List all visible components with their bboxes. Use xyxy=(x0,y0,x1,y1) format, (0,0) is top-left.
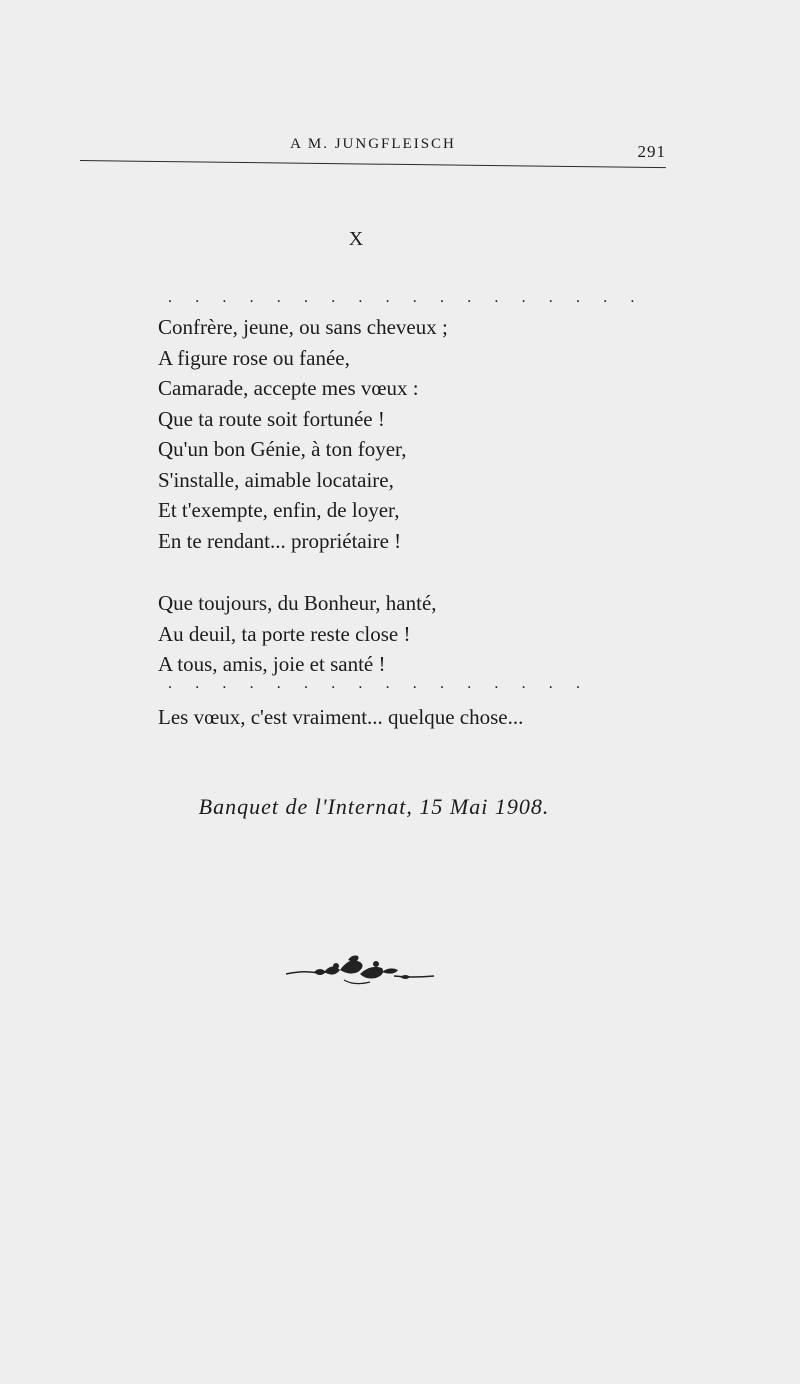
stanza-2 xyxy=(158,588,437,680)
page-number: 291 xyxy=(637,142,666,161)
verse-line: En te rendant... propriétaire ! xyxy=(158,528,402,553)
verse-line: A figure rose ou fanée, xyxy=(158,345,350,370)
running-title: A M. JUNGFLEISCH xyxy=(290,136,456,152)
section-number: X xyxy=(348,228,364,250)
verse-line: Camarade, accepte mes vœux : xyxy=(158,376,419,400)
ornament-icon xyxy=(284,952,436,992)
running-head xyxy=(80,132,666,162)
verse-line: Que ta route soit fortunée ! xyxy=(158,406,385,431)
ellipsis-row: . . . . . . . . . . . . . . . . xyxy=(168,675,590,692)
verse-line: Au deuil, ta porte reste close ! xyxy=(158,621,411,646)
verse-line: Que toujours, du Bonheur, hanté, xyxy=(158,591,437,615)
verse-line: A tous, amis, joie et santé ! xyxy=(158,652,386,676)
closing-line: Les vœux, c'est vraiment... quelque chose... xyxy=(158,705,524,729)
verse-line: S'installe, aimable locataire, xyxy=(158,467,394,492)
closing-stanza xyxy=(158,702,523,733)
verse-line: Qu'un bon Génie, à ton foyer, xyxy=(158,437,407,461)
stanza-1 xyxy=(158,312,448,556)
verse-line: Et t'exempte, enfin, de loyer, xyxy=(158,498,400,522)
verse-line: Confrère, jeune, ou sans cheveux ; xyxy=(158,315,448,339)
signature-line: Banquet de l'Internat, 15 Mai 1908. xyxy=(198,794,550,819)
ellipsis-row: . . . . . . . . . . . . . . . . . . xyxy=(168,289,644,306)
